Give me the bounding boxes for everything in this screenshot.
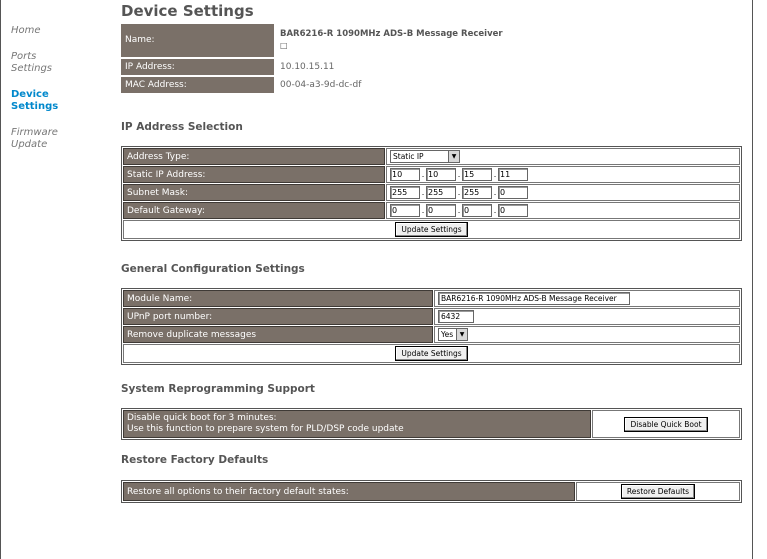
restore-table xyxy=(121,480,742,503)
right-frame-border xyxy=(752,0,753,559)
ip-address-value: 10.10.15.11 xyxy=(280,62,335,72)
upnp-port-input[interactable]: 6432 xyxy=(438,310,474,323)
restore-defaults-button[interactable]: Restore Defaults xyxy=(621,484,695,499)
device-name-value: BAR6216-R 1090MHz ADS-B Message Receiver xyxy=(280,29,503,39)
subnet-mask-label: Subnet Mask: xyxy=(123,184,385,201)
gateway-octet-2[interactable]: 0 xyxy=(426,204,456,217)
restore-section-title: Restore Factory Defaults xyxy=(121,454,269,466)
general-update-settings-button[interactable]: Update Settings xyxy=(395,346,467,361)
remove-duplicates-selected: Yes xyxy=(441,330,454,339)
static-ip-octet-4[interactable]: 11 xyxy=(498,168,528,181)
module-name-label: Module Name: xyxy=(123,290,433,307)
remove-duplicates-select[interactable] xyxy=(438,328,468,341)
upnp-port-label: UPnP port number: xyxy=(123,308,433,325)
general-section-title: General Configuration Settings xyxy=(121,263,305,275)
subnet-octet-2[interactable]: 255 xyxy=(426,186,456,199)
sidebar-item-device-settings[interactable]: Device Settings xyxy=(11,89,59,112)
sidebar-item-firmware-update[interactable]: Firmware Update xyxy=(11,127,58,150)
sidebar-nav xyxy=(11,25,81,165)
ip-settings-table: Address Type: Static IP ▼ Static IP Address: 10 . 10 . 15 . 11 Subnet Mask: 255 . 255 . 255 . 0 Default Gateway: 0 . 0 . 0 . 0 Update Settings xyxy=(121,146,742,241)
ip-address-label: IP Address: xyxy=(121,59,274,75)
gateway-octet-3[interactable]: 0 xyxy=(462,204,492,217)
static-ip-octet-3[interactable]: 15 xyxy=(462,168,492,181)
address-type-select[interactable] xyxy=(390,150,460,163)
ip-update-settings-button[interactable]: Update Settings xyxy=(395,222,467,237)
gateway-label: Default Gateway: xyxy=(123,202,385,219)
reprogram-section-title: System Reprogramming Support xyxy=(121,383,315,395)
name-label: Name: xyxy=(121,24,274,57)
page-title: Device Settings xyxy=(121,2,254,20)
static-ip-octet-1[interactable]: 10 xyxy=(390,168,420,181)
subnet-octet-3[interactable]: 255 xyxy=(462,186,492,199)
general-settings-table xyxy=(121,288,742,365)
reprogram-table xyxy=(121,408,742,440)
gateway-octet-1[interactable]: 0 xyxy=(390,204,420,217)
disable-quick-boot-button[interactable]: Disable Quick Boot xyxy=(624,417,707,432)
reprogram-line-2: Use this function to prepare system for PLD/DSP code update xyxy=(127,424,404,434)
device-name-extra: □ xyxy=(280,41,288,50)
restore-label: Restore all options to their factory default states: xyxy=(123,482,575,501)
static-ip-label: Static IP Address: xyxy=(123,166,385,183)
reprogram-line-1: Disable quick boot for 3 minutes: xyxy=(127,413,277,423)
left-frame-border xyxy=(0,0,1,559)
address-type-label: Address Type: xyxy=(123,148,385,165)
device-info-table xyxy=(121,24,541,93)
remove-duplicates-label: Remove duplicate messages xyxy=(123,326,433,343)
sidebar-item-home[interactable]: Home xyxy=(11,25,41,36)
gateway-octet-4[interactable]: 0 xyxy=(498,204,528,217)
mac-address-value: 00-04-a3-9d-dc-df xyxy=(280,80,362,90)
mac-address-label: MAC Address: xyxy=(121,77,274,93)
chevron-down-icon: ▼ xyxy=(456,329,467,340)
ip-section-title: IP Address Selection xyxy=(121,121,243,133)
module-name-input[interactable]: BAR6216-R 1090MHz ADS-B Message Receiver xyxy=(438,292,630,305)
subnet-octet-1[interactable]: 255 xyxy=(390,186,420,199)
sidebar-item-ports-settings[interactable]: Ports Settings xyxy=(11,51,53,74)
chevron-down-icon: ▼ xyxy=(448,151,459,162)
address-type-selected: Static IP xyxy=(393,152,424,161)
subnet-octet-4[interactable]: 0 xyxy=(498,186,528,199)
static-ip-octet-2[interactable]: 10 xyxy=(426,168,456,181)
